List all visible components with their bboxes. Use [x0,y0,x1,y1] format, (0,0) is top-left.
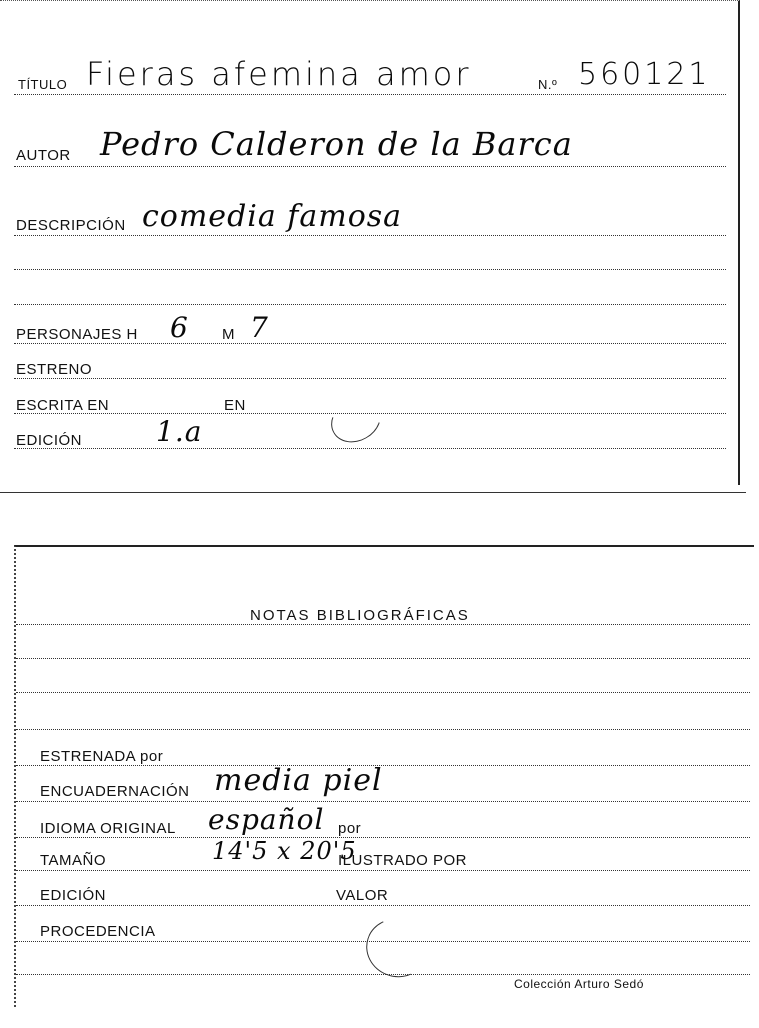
blank-rule-1 [14,269,726,270]
titulo-rule [14,94,726,95]
encuadernacion-value: media piel [214,763,383,798]
notas-title: NOTAS BIBLIOGRÁFICAS [250,607,470,624]
personajes-rule [14,343,726,344]
en-label: EN [224,397,246,414]
procedencia-label: PROCEDENCIA [40,923,156,940]
titulo-value: Fieras afemina amor [86,55,472,93]
tamano-label: TAMAÑO [40,852,107,869]
idioma-value: español [208,803,325,836]
edicion-back-rule [16,905,750,906]
estrenada-label: ESTRENADA por [40,748,164,765]
edicion-rule [14,448,726,449]
idioma-label: IDIOMA ORIGINAL [40,820,176,837]
personajes-m-value: 7 [250,311,269,344]
idioma-por-label: por [338,820,362,837]
estrenada-rule [16,765,750,766]
coleccion-label: Colección Arturo Sedó [514,977,644,991]
edicion-back-label: EDICIÓN [40,887,107,904]
bottom-rule [16,974,750,975]
personajes-m-label: M [222,326,235,343]
ilustrado-label: ILUSTRADO POR [338,852,468,869]
autor-label: AUTOR [16,147,71,164]
encuadernacion-label: ENCUADERNACIÓN [40,783,190,800]
idioma-rule [16,837,750,838]
card-separator [0,492,746,493]
tamano-rule [16,870,750,871]
blank-rule-2 [14,304,726,305]
numero-label: N.º [538,77,558,92]
estreno-label: ESTRENO [16,361,93,378]
notas-rule-2 [16,658,750,659]
escrita-en-label: ESCRITA EN [16,397,110,414]
autor-rule [14,166,726,167]
personajes-label: PERSONAJES H [16,326,138,343]
valor-label: VALOR [336,887,389,904]
descripcion-label: DESCRIPCIÓN [16,217,126,234]
numero-value: 560121 [578,57,711,92]
descripcion-rule [14,235,726,236]
notas-rule-1 [16,624,750,625]
descripcion-value: comedia famosa [142,199,403,234]
tamano-value: 14'5 x 20'5 [212,837,357,865]
encuadernacion-rule [16,801,750,802]
catalog-card-back [14,545,754,1007]
notas-rule-4 [16,729,750,730]
autor-value: Pedro Calderon de la Barca [100,125,573,163]
titulo-label: TÍTULO [18,77,68,92]
personajes-h-value: 6 [170,311,189,344]
edicion-value: 1.a [156,415,203,448]
edicion-label: EDICIÓN [16,432,83,449]
notas-rule-3 [16,692,750,693]
estreno-rule [14,378,726,379]
catalog-card-front [0,0,740,485]
punch-mark [323,389,389,451]
